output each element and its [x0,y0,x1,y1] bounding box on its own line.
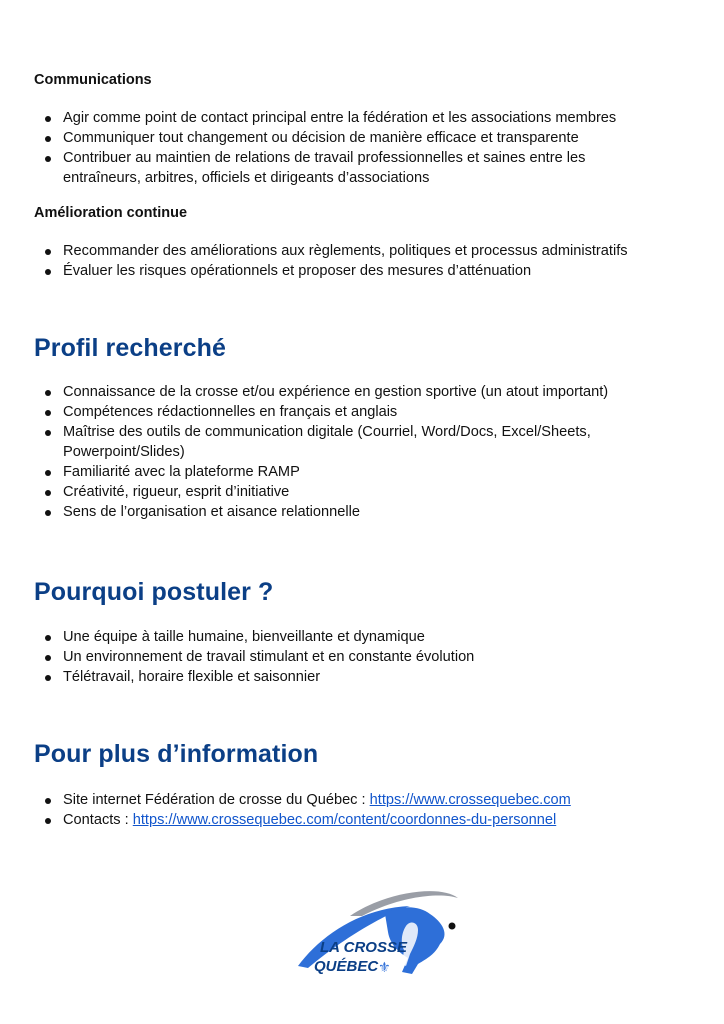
list-item: Contribuer au maintien de relations de travail professionnelles et saines entre les entraîneurs, arbitres, officiels et dirigeants d’associations [0,148,633,188]
info-list [0,790,663,830]
contacts-link[interactable]: https://www.crossequebec.com/content/coordonnes-du-personnel [132,812,557,828]
list-item: Connaissance de la crosse et/ou expérience en gestion sportive (un atout important) [0,382,683,402]
amelioration-heading: Amélioration continue [34,205,188,221]
list-item: Maîtrise des outils de communication digitale (Courriel, Word/Docs, Excel/Sheets, Powerpoint/Slides) [0,422,633,462]
la-crosse-quebec-logo [290,886,470,978]
logo-text-line1: LA CROSSE [320,939,407,956]
list-item-site [0,790,663,810]
list-item: Communiquer tout changement ou décision de manière efficace et transparente [0,128,663,148]
profil-list [0,382,683,522]
pourquoi-heading: Pourquoi postuler ? [34,578,274,606]
list-item: Compétences rédactionnelles en français et anglais [0,402,663,422]
logo-text-line2: QUÉBEC [314,958,379,975]
list-item: Créativité, rigueur, esprit d’initiative [0,482,663,502]
site-link[interactable]: https://www.crossequebec.com [369,792,571,808]
list-item: Recommander des améliorations aux règlements, politiques et processus administratifs [0,241,683,261]
list-item: Une équipe à taille humaine, bienveillante et dynamique [0,627,663,647]
list-item-contacts [0,810,663,830]
list-item: Un environnement de travail stimulant et en constante évolution [0,647,663,667]
communications-heading: Communications [34,72,152,88]
fleur-de-lis-icon: ⚜ [378,960,391,976]
site-label: Site internet Fédération de crosse du Québec : [63,792,370,808]
list-item: Familiarité avec la plateforme RAMP [0,462,663,482]
contacts-label: Contacts : [63,812,133,828]
list-item: Sens de l’organisation et aisance relationnelle [0,502,663,522]
pourquoi-list [0,627,663,687]
info-heading: Pour plus d’information [34,740,319,768]
profil-heading: Profil recherché [34,334,226,362]
amelioration-list [0,241,683,281]
logo-ball [449,923,456,930]
list-item: Télétravail, horaire flexible et saisonnier [0,667,663,687]
communications-list [0,108,663,188]
list-item: Évaluer les risques opérationnels et proposer des mesures d’atténuation [0,261,663,281]
list-item: Agir comme point de contact principal entre la fédération et les associations membres [0,108,663,128]
